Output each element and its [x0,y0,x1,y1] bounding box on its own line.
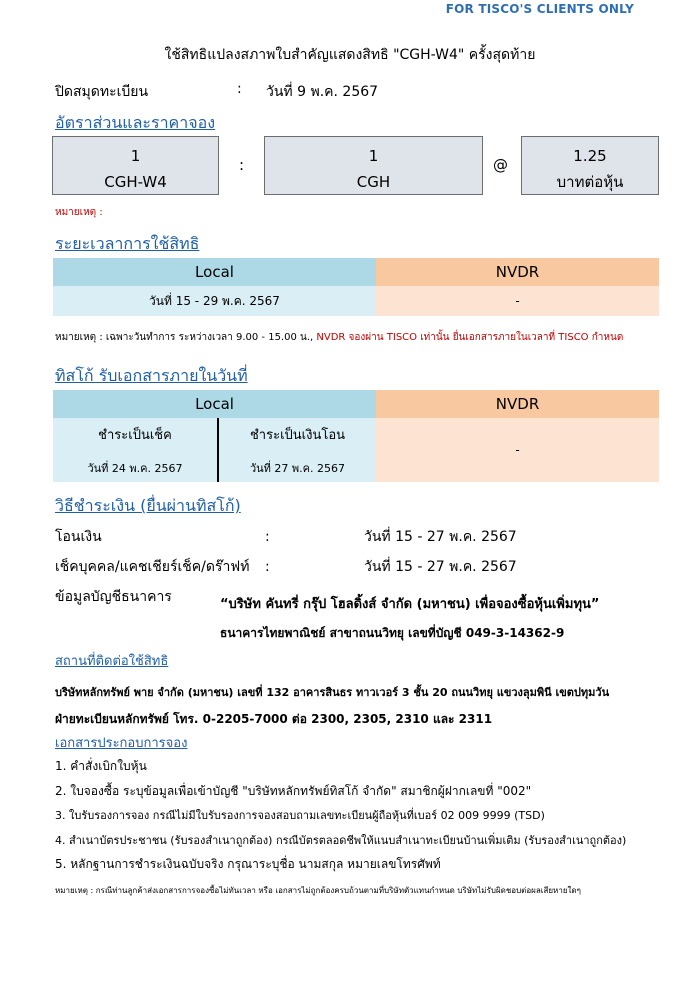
book-closing-colon: : [237,81,242,97]
period-heading: ระยะเวลาการใช้สิทธิ [55,234,200,253]
list-item: 1. คำสั่งเบิกใบหุ้น [55,759,147,773]
tisco-nvdr-value: - [376,418,659,482]
tisco-nvdr-header: NVDR [376,390,659,418]
payment-transfer-colon: : [265,529,270,545]
documents-heading: เอกสารประกอบการจอง [55,736,188,751]
ratio-at-sign: @ [493,156,508,174]
list-item: 5. หลักฐานการชำระเงินฉบับจริง กรุณาระบุชื่อ นามสกุล หมายเลขโทรศัพท์ [55,857,441,871]
bank-account-number: ธนาคารไทยพาณิชย์ สาขาถนนวิทยุ เลขที่บัญชี 049-3-14362-9 [220,626,565,640]
payment-transfer-date: วันที่ 15 - 27 พ.ค. 2567 [364,529,517,545]
ratio-share-qty: 1 [368,147,379,165]
list-item: 2. ใบจองซื้อ ระบุข้อมูลเพื่อเข้าบัญชี "บริษัทหลักทรัพย์ทิสโก้ จำกัด" สมาชิกผู้ฝากเลขที่ "002" [55,784,532,798]
tisco-cheque-label: ชำระเป็นเช็ค [98,427,172,443]
tisco-transfer-label: ชำระเป็นเงินโอน [249,427,346,443]
period-note-text: หมายเหตุ : เฉพาะวันทำการ ระหว่างเวลา 9.00 - 15.00 น., [55,332,317,343]
ratio-warrant-box [52,136,219,195]
documents-footnote: หมายเหตุ : กรณีท่านลูกค้าส่งเอกสารการจองซื้อไม่ทันเวลา หรือ เอกสารไม่ถูกต้องครบถ้วนตามที่บริษัทตัวแทนกำหนด บริษัทไม่รับผิดชอบต่อผลเสียหายใดๆ [55,886,581,895]
client-only-tag: FOR TISCO'S CLIENTS ONLY [445,2,634,16]
tisco-transfer-cell [218,418,376,482]
ratio-share-name: CGH [356,173,391,191]
tisco-transfer-date: วันที่ 27 พ.ค. 2567 [249,461,346,475]
payment-cheque-date: วันที่ 15 - 27 พ.ค. 2567 [364,559,517,575]
ratio-share-box [264,136,483,195]
tisco-table [53,390,659,482]
payment-heading: วิธีชำระเงิน (ยื่นผ่านทิสโก้) [55,496,241,515]
ratio-note: หมายเหตุ : [55,207,103,218]
ratio-heading: อัตราส่วนและราคาจอง [55,113,216,132]
ratio-price-box [521,136,659,195]
book-closing-date: วันที่ 9 พ.ค. 2567 [266,84,379,100]
contact-heading: สถานที่ติดต่อใช้สิทธิ [55,654,169,669]
list-item: 4. สำเนาบัตรประชาชน (รับรองสำเนาถูกต้อง) กรณีบัตรตลอดชีพให้แนบสำเนาทะเบียนบ้านเพิ่มเติม (รับรองสำเนาถูกต้อง) [55,834,627,847]
ratio-warrant-qty: 1 [130,147,141,165]
period-nvdr-header: NVDR [376,258,659,286]
ratio-warrant-name: CGH-W4 [104,173,167,191]
book-closing-label: ปิดสมุดทะเบียน [55,84,149,100]
contact-address: บริษัทหลักทรัพย์ พาย จำกัด (มหาชน) เลขที่ 132 อาคารสินธร ทาวเวอร์ 3 ชั้น 20 ถนนวิทยุ แขวงลุมพินี เขตปทุมวัน [55,686,610,699]
bank-info-label: ข้อมูลบัญชีธนาคาร [55,589,172,605]
contact-phone: ฝ่ายทะเบียนหลักทรัพย์ โทร. 0-2205-7000 ต่อ 2300, 2305, 2310 และ 2311 [55,712,493,726]
bank-account-name: “บริษัท คันทรี่ กรุ๊ป โฮลดิ้งส์ จำกัด (มหาชน) เพื่อจองซื้อหุ้นเพิ่มทุน” [220,597,600,612]
tisco-local-header: Local [53,390,376,418]
list-item: 3. ใบรับรองการจอง กรณีไม่มีใบรับรองการจองสอบถามเลขทะเบียนผู้ถือหุ้นที่เบอร์ 02 009 9999 (TSD) [55,809,545,822]
payment-cheque-colon: : [265,559,270,575]
payment-transfer-label: โอนเงิน [55,529,102,545]
tisco-cheque-date: วันที่ 24 พ.ค. 2567 [87,461,183,475]
period-local-header: Local [53,258,376,286]
tisco-cheque-cell [53,418,218,482]
page-title: ใช้สิทธิแปลงสภาพใบสำคัญแสดงสิทธิ "CGH-W4" ครั้งสุดท้าย [164,47,536,63]
payment-cheque-label: เช็คบุคคล/แคชเชียร์เช็ค/ดร๊าฟท์ [55,559,250,575]
period-note-nvdr: NVDR จองผ่าน TISCO เท่านั้น ยื่นเอกสารภายในเวลาที่ TISCO กำหนด [316,332,624,343]
period-local-value: วันที่ 15 - 29 พ.ค. 2567 [53,286,376,316]
period-nvdr-value: - [376,286,659,316]
ratio-price-value: 1.25 [573,147,607,165]
period-note [55,330,623,345]
ratio-price-unit: บาทต่อหุ้น [556,173,624,191]
period-table [53,258,659,316]
ratio-colon: : [239,156,245,174]
tisco-heading: ทิสโก้ รับเอกสารภายในวันที่ [55,366,248,385]
